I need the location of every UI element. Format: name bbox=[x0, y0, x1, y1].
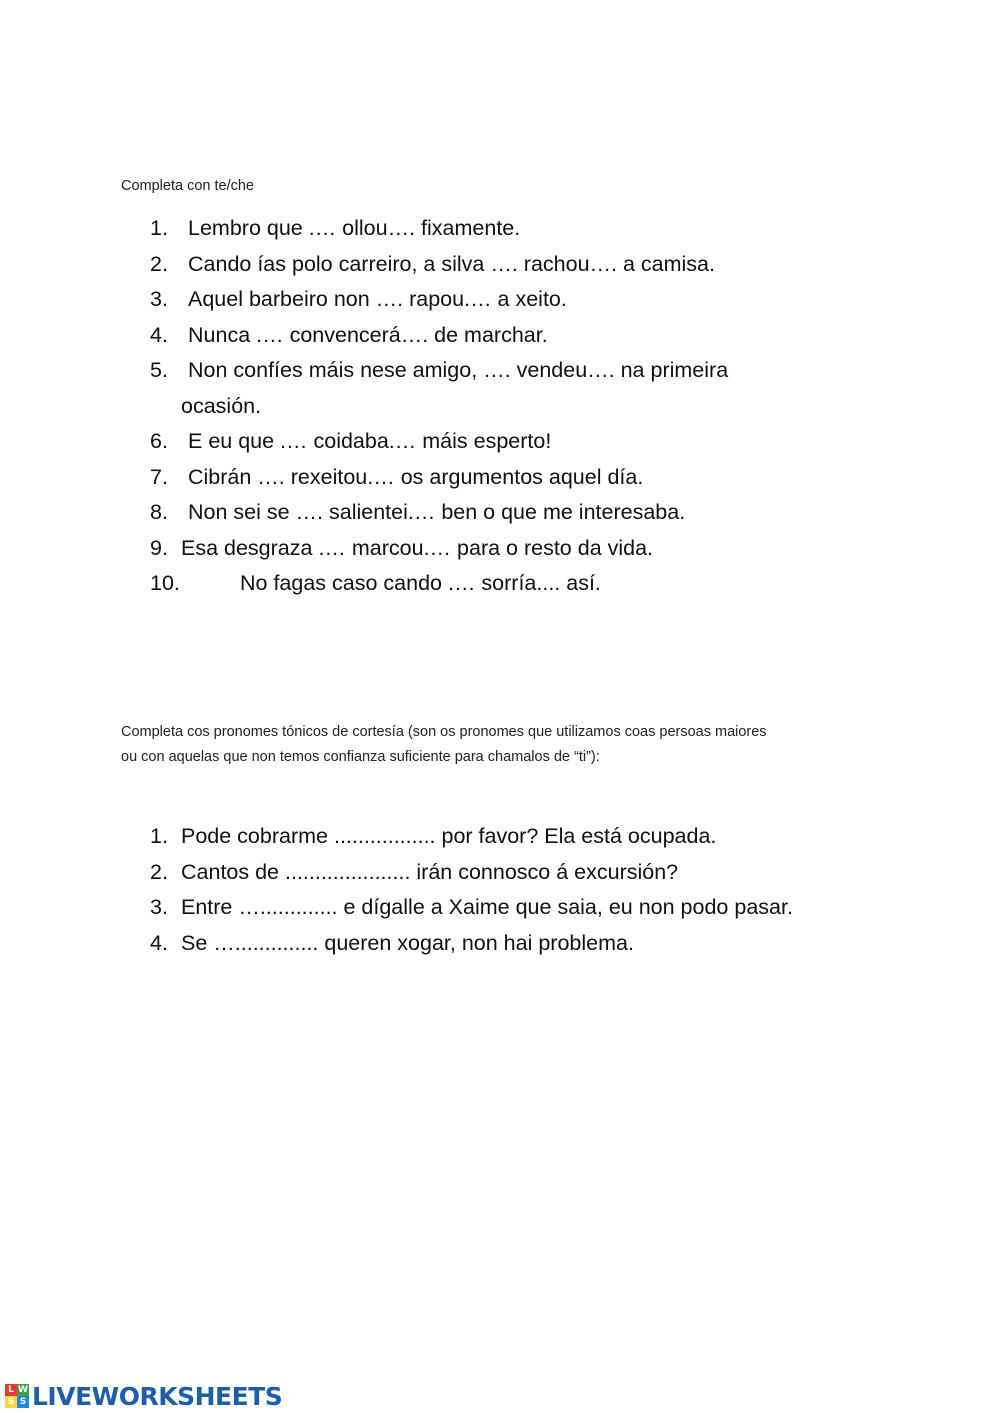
item-number: 1. bbox=[150, 216, 168, 240]
item-text: Entre …............. e dígalle a Xaime que saia, eu non podo pasar. bbox=[181, 895, 793, 919]
list-item bbox=[150, 353, 850, 424]
section2-instruction-line2: ou con aquelas que non temos confianza suficiente para chamalos de “ti”): bbox=[121, 749, 600, 765]
item-text: Nunca .… convencerá…. de marchar. bbox=[188, 322, 548, 347]
te-che-exercise-list bbox=[150, 211, 850, 602]
item-text: Cantos de ..................... irán connosco á excursión? bbox=[181, 859, 679, 884]
cortesia-exercise-list bbox=[150, 819, 850, 961]
logo-mark-letter: S bbox=[17, 1396, 29, 1408]
section2-instruction bbox=[121, 720, 881, 770]
logo-text: LIVEWORKSHEETS bbox=[32, 1381, 283, 1411]
list-item bbox=[150, 926, 850, 962]
item-number: 10. bbox=[150, 571, 180, 595]
item-text: Aquel barbeiro non …. rapou.… a xeito. bbox=[188, 287, 567, 311]
item-number: 2. bbox=[150, 251, 168, 276]
item-text: Cando ías polo carreiro, a silva …. rachou…. a camisa. bbox=[188, 251, 715, 276]
item-number: 1. bbox=[150, 824, 168, 848]
item-number: 3. bbox=[150, 287, 168, 311]
item-text-continuation: ocasión. bbox=[181, 393, 262, 418]
logo-mark-letter: L bbox=[5, 1384, 17, 1396]
section1-instruction: Completa con te/che bbox=[121, 178, 254, 194]
list-item bbox=[150, 282, 850, 318]
item-number: 6. bbox=[150, 429, 168, 453]
list-item bbox=[150, 460, 850, 496]
item-text: Cibrán …. rexeitou.… os argumentos aquel día. bbox=[188, 464, 644, 489]
logo-mark-letter: W bbox=[18, 1385, 28, 1395]
logo-mark-icon bbox=[5, 1384, 29, 1408]
item-text: Pode cobrarme ................. por favor? Ela está ocupada. bbox=[181, 824, 717, 848]
item-text: No fagas caso cando .… sorría.... así. bbox=[240, 571, 601, 595]
section2-instruction-line1: Completa cos pronomes tónicos de cortesía (son os pronomes que utilizamos coas persoas maiores bbox=[121, 724, 767, 740]
item-text: Non sei se …. salientei.… ben o que me interesaba. bbox=[188, 500, 686, 524]
list-item bbox=[150, 424, 850, 460]
list-item bbox=[150, 819, 850, 855]
item-text: Esa desgraza .… marcou.… para o resto da vida. bbox=[181, 535, 654, 560]
item-number: 9. bbox=[150, 535, 168, 560]
list-item bbox=[150, 531, 850, 567]
list-item bbox=[150, 211, 850, 247]
item-text: E eu que .… coidaba.… máis esperto! bbox=[188, 429, 552, 453]
item-number: 7. bbox=[150, 464, 168, 489]
list-item bbox=[150, 855, 850, 891]
list-item bbox=[150, 247, 850, 283]
item-number: 3. bbox=[150, 895, 168, 919]
list-item bbox=[150, 318, 850, 354]
logo-mark-letter: S bbox=[5, 1396, 17, 1408]
item-number: 2. bbox=[150, 859, 168, 884]
list-item bbox=[150, 890, 850, 926]
item-text: Se ….............. queren xogar, non hai problema. bbox=[181, 930, 634, 955]
item-number: 4. bbox=[150, 930, 168, 955]
item-number: 5. bbox=[150, 358, 168, 382]
item-number: 4. bbox=[150, 322, 168, 347]
list-item bbox=[150, 566, 850, 602]
list-item bbox=[150, 495, 850, 531]
item-number: 8. bbox=[150, 500, 168, 524]
item-text: Lembro que .… ollou…. fixamente. bbox=[188, 216, 521, 240]
item-text: Non confíes máis nese amigo, …. vendeu…. na primeira bbox=[188, 358, 729, 382]
liveworksheets-logo[interactable] bbox=[5, 1381, 282, 1411]
